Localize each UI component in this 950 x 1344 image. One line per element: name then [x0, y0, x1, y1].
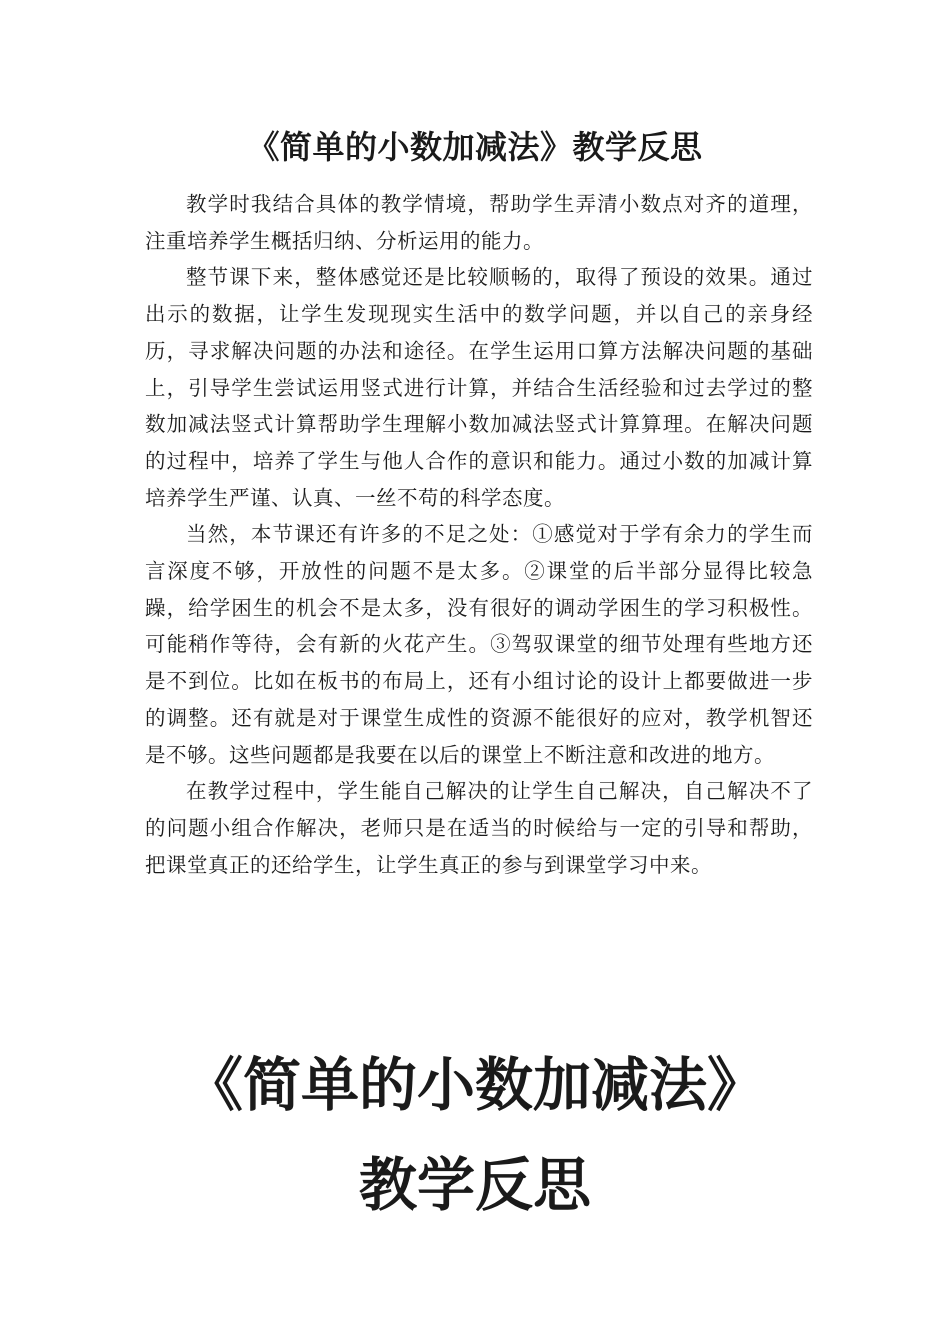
cover-title-line-1: 《简单的小数加减法》 [184, 1051, 765, 1119]
document-body [145, 186, 813, 883]
paragraph-3: 当然，本节课还有许多的不足之处：①感觉对于学有余力的学生而言深度不够，开放性的问题不是太多。②课堂的后半部分显得比较急躁，给学困生的机会不是太多，没有很好的调动学困生的学习积极性。可能稍作等待，会有新的火花产生。③驾驭课堂的细节处理有些地方还是不到位。比如在板书的布局上，还有小组讨论的设计上都要做进一步的调整。还有就是对于课堂生成性的资源不能很好的应对，教学机智还是不够。这些问题都是我要在以后的课堂上不断注意和改进的地方。 [145, 522, 813, 767]
paragraph-4: 在教学过程中，学生能自己解决的让学生自己解决，自己解决不了的问题小组合作解决，老师只是在适当的时候给与一定的引导和帮助，把课堂真正的还给学生，让学生真正的参与到课堂学习中来。 [145, 779, 813, 877]
cover-title-line-2: 教学反思 [358, 1151, 591, 1219]
document-title: 《简单的小数加减法》教学反思 [247, 128, 703, 166]
paragraph-1: 教学时我结合具体的教学情境，帮助学生弄清小数点对齐的道理，注重培养学生概括归纳、分析运用的能力。 [145, 192, 813, 253]
paragraph-2: 整节课下来，整体感觉还是比较顺畅的，取得了预设的效果。通过出示的数据，让学生发现现实生活中的数学问题，并以自己的亲身经历，寻求解决问题的办法和途径。在学生运用口算方法解决问题的基础上，引导学生尝试运用竖式进行计算，并结合生活经验和过去学过的整数加减法竖式计算帮助学生理解小数加减法竖式计算算理。在解决问题的过程中，培养了学生与他人合作的意识和能力。通过小数的加减计算培养学生严谨、认真、一丝不苟的科学态度。 [145, 265, 813, 510]
